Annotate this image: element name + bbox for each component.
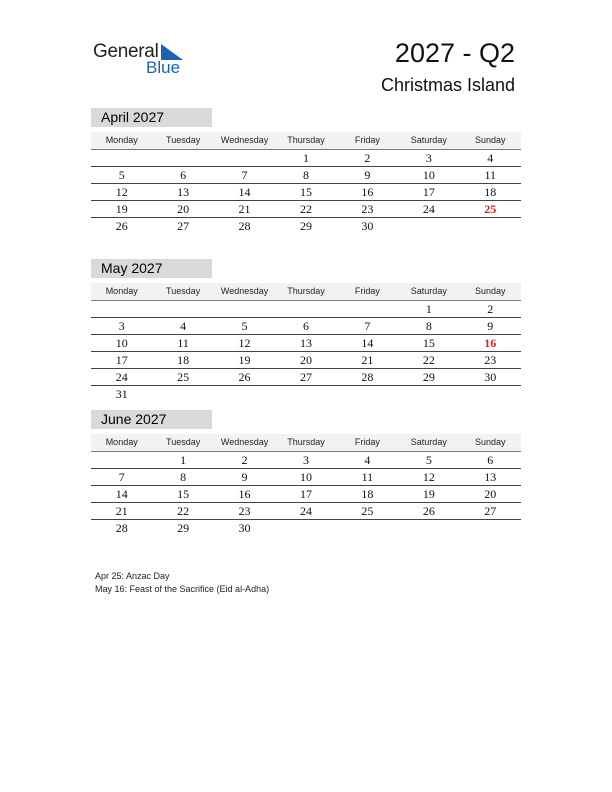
week-row bbox=[91, 318, 521, 335]
day-cell: 5 bbox=[241, 319, 248, 333]
empty-day-cell bbox=[91, 452, 152, 468]
holiday-day-cell: 16 bbox=[484, 336, 497, 350]
empty-day-cell bbox=[214, 301, 275, 317]
logo-text-blue: Blue bbox=[146, 58, 181, 77]
weekday-label: Sunday bbox=[474, 437, 506, 447]
day-cell: 19 bbox=[115, 202, 128, 216]
logo bbox=[93, 40, 193, 80]
weekday-label: Tuesday bbox=[166, 135, 201, 145]
day-cell: 15 bbox=[422, 336, 435, 350]
day-cell: 7 bbox=[364, 319, 371, 333]
day-cell: 21 bbox=[115, 504, 128, 518]
day-cell: 1 bbox=[302, 151, 309, 165]
day-cell: 6 bbox=[302, 319, 309, 333]
week-row bbox=[91, 520, 521, 536]
day-cell: 23 bbox=[238, 504, 251, 518]
day-cell: 8 bbox=[302, 168, 309, 182]
empty-day-cell bbox=[275, 386, 336, 402]
day-cell: 3 bbox=[302, 453, 309, 467]
region-name: Christmas Island bbox=[380, 75, 515, 95]
day-cell: 2 bbox=[364, 151, 371, 165]
month-april bbox=[91, 108, 521, 234]
month-name: June 2027 bbox=[91, 410, 212, 429]
day-cell: 17 bbox=[422, 185, 435, 199]
day-cell: 4 bbox=[180, 319, 187, 333]
day-cell: 22 bbox=[299, 202, 312, 216]
day-cell: 27 bbox=[484, 504, 497, 518]
empty-day-cell bbox=[214, 150, 275, 166]
day-cell: 24 bbox=[115, 370, 128, 384]
day-cell: 9 bbox=[364, 168, 371, 182]
day-cell: 2 bbox=[241, 453, 248, 467]
day-cell: 24 bbox=[299, 504, 312, 518]
day-cell: 26 bbox=[422, 504, 435, 518]
empty-day-cell bbox=[337, 301, 398, 317]
month-name: May 2027 bbox=[91, 259, 212, 278]
empty-day-cell bbox=[460, 520, 521, 536]
day-cell: 10 bbox=[299, 470, 312, 484]
day-cell: 12 bbox=[115, 185, 128, 199]
day-cell: 7 bbox=[118, 470, 125, 484]
empty-day-cell bbox=[152, 386, 213, 402]
day-cell: 6 bbox=[180, 168, 187, 182]
day-cell: 13 bbox=[299, 336, 312, 350]
week-row bbox=[91, 369, 521, 386]
day-cell: 9 bbox=[241, 470, 248, 484]
weekday-label: Friday bbox=[354, 135, 380, 145]
day-cell: 18 bbox=[484, 185, 497, 199]
day-cell: 11 bbox=[361, 470, 374, 484]
empty-day-cell bbox=[152, 150, 213, 166]
month-june bbox=[91, 410, 521, 536]
weekday-label: Thursday bbox=[287, 286, 325, 296]
day-cell: 8 bbox=[425, 319, 432, 333]
day-cell: 18 bbox=[361, 487, 374, 501]
day-cell: 19 bbox=[422, 487, 435, 501]
empty-day-cell bbox=[460, 218, 521, 234]
day-cell: 20 bbox=[299, 353, 312, 367]
weekday-label: Thursday bbox=[287, 135, 325, 145]
empty-day-cell bbox=[275, 301, 336, 317]
day-cell: 22 bbox=[177, 504, 190, 518]
day-cell: 20 bbox=[177, 202, 190, 216]
weekday-label: Tuesday bbox=[166, 437, 201, 447]
day-cell: 20 bbox=[484, 487, 497, 501]
day-cell: 4 bbox=[487, 151, 494, 165]
empty-day-cell bbox=[214, 386, 275, 402]
day-cell: 9 bbox=[487, 319, 494, 333]
day-cell: 16 bbox=[238, 487, 251, 501]
weekday-header bbox=[91, 283, 521, 301]
day-cell: 18 bbox=[177, 353, 190, 367]
week-row bbox=[91, 486, 521, 503]
weekday-label: Wednesday bbox=[220, 135, 269, 145]
week-row bbox=[91, 386, 521, 402]
day-cell: 17 bbox=[299, 487, 312, 501]
day-cell: 13 bbox=[177, 185, 190, 199]
day-cell: 14 bbox=[361, 336, 374, 350]
day-cell: 24 bbox=[422, 202, 435, 216]
day-cell: 14 bbox=[115, 487, 128, 501]
day-cell: 28 bbox=[238, 219, 251, 233]
day-cell: 28 bbox=[361, 370, 374, 384]
day-cell: 10 bbox=[422, 168, 435, 182]
empty-day-cell bbox=[91, 150, 152, 166]
day-cell: 29 bbox=[177, 521, 190, 535]
month-name: April 2027 bbox=[91, 108, 212, 127]
day-cell: 7 bbox=[241, 168, 248, 182]
empty-day-cell bbox=[91, 301, 152, 317]
empty-day-cell bbox=[460, 386, 521, 402]
holiday-day-cell: 25 bbox=[484, 202, 497, 216]
week-row bbox=[91, 150, 521, 167]
day-cell: 17 bbox=[115, 353, 128, 367]
week-row bbox=[91, 184, 521, 201]
week-row bbox=[91, 201, 521, 218]
day-cell: 2 bbox=[487, 302, 494, 316]
weekday-header bbox=[91, 434, 521, 452]
week-row bbox=[91, 352, 521, 369]
weekday-label: Wednesday bbox=[220, 286, 269, 296]
week-row bbox=[91, 469, 521, 486]
week-row bbox=[91, 335, 521, 352]
day-cell: 19 bbox=[238, 353, 251, 367]
day-cell: 28 bbox=[115, 521, 128, 535]
day-cell: 29 bbox=[422, 370, 435, 384]
empty-day-cell bbox=[337, 386, 398, 402]
weekday-label: Monday bbox=[105, 286, 138, 296]
day-cell: 16 bbox=[361, 185, 374, 199]
day-cell: 3 bbox=[118, 319, 125, 333]
weekday-label: Friday bbox=[354, 437, 380, 447]
day-cell: 5 bbox=[118, 168, 125, 182]
day-cell: 1 bbox=[425, 302, 432, 316]
day-cell: 22 bbox=[422, 353, 435, 367]
day-cell: 27 bbox=[177, 219, 190, 233]
week-row bbox=[91, 452, 521, 469]
weekday-header bbox=[91, 132, 521, 150]
weekday-label: Saturday bbox=[410, 437, 447, 447]
month-may bbox=[91, 259, 521, 402]
page-title: 2027 - Q2 bbox=[394, 38, 515, 68]
holiday-note: Apr 25: Anzac Day bbox=[95, 571, 170, 581]
day-cell: 21 bbox=[361, 353, 374, 367]
day-cell: 10 bbox=[115, 336, 128, 350]
day-cell: 30 bbox=[361, 219, 374, 233]
day-cell: 14 bbox=[238, 185, 251, 199]
holiday-notes bbox=[95, 570, 269, 595]
day-cell: 6 bbox=[487, 453, 494, 467]
day-cell: 25 bbox=[177, 370, 190, 384]
holiday-note: May 16: Feast of the Sacrifice (Eid al-Adha) bbox=[95, 583, 270, 594]
day-cell: 23 bbox=[484, 353, 497, 367]
weekday-label: Sunday bbox=[474, 135, 506, 145]
day-cell: 12 bbox=[238, 336, 251, 350]
day-cell: 26 bbox=[115, 219, 128, 233]
weekday-label: Sunday bbox=[474, 286, 506, 296]
empty-day-cell bbox=[337, 520, 398, 536]
empty-day-cell bbox=[398, 386, 459, 402]
day-cell: 31 bbox=[115, 387, 128, 401]
day-cell: 13 bbox=[484, 470, 497, 484]
day-cell: 15 bbox=[299, 185, 312, 199]
day-cell: 11 bbox=[484, 168, 497, 182]
day-cell: 1 bbox=[180, 453, 187, 467]
day-cell: 30 bbox=[238, 521, 251, 535]
empty-day-cell bbox=[398, 218, 459, 234]
logo-text-general: General bbox=[93, 41, 159, 62]
week-row bbox=[91, 503, 521, 520]
weekday-label: Wednesday bbox=[220, 437, 269, 447]
day-cell: 30 bbox=[484, 370, 497, 384]
empty-day-cell bbox=[152, 301, 213, 317]
week-row bbox=[91, 301, 521, 318]
day-cell: 23 bbox=[361, 202, 374, 216]
day-cell: 27 bbox=[299, 370, 312, 384]
day-cell: 25 bbox=[361, 504, 374, 518]
day-cell: 4 bbox=[364, 453, 371, 467]
day-cell: 5 bbox=[425, 453, 432, 467]
week-row bbox=[91, 167, 521, 184]
weekday-label: Tuesday bbox=[166, 286, 201, 296]
day-cell: 29 bbox=[299, 219, 312, 233]
weekday-label: Monday bbox=[105, 437, 138, 447]
day-cell: 15 bbox=[177, 487, 190, 501]
day-cell: 26 bbox=[238, 370, 251, 384]
weekday-label: Saturday bbox=[410, 135, 447, 145]
empty-day-cell bbox=[275, 520, 336, 536]
weekday-label: Saturday bbox=[410, 286, 447, 296]
weekday-label: Monday bbox=[105, 135, 138, 145]
day-cell: 8 bbox=[180, 470, 187, 484]
week-row bbox=[91, 218, 521, 234]
day-cell: 11 bbox=[177, 336, 189, 350]
day-cell: 21 bbox=[238, 202, 251, 216]
day-cell: 12 bbox=[422, 470, 435, 484]
day-cell: 3 bbox=[425, 151, 432, 165]
weekday-label: Friday bbox=[354, 286, 380, 296]
weekday-label: Thursday bbox=[287, 437, 325, 447]
empty-day-cell bbox=[398, 520, 459, 536]
